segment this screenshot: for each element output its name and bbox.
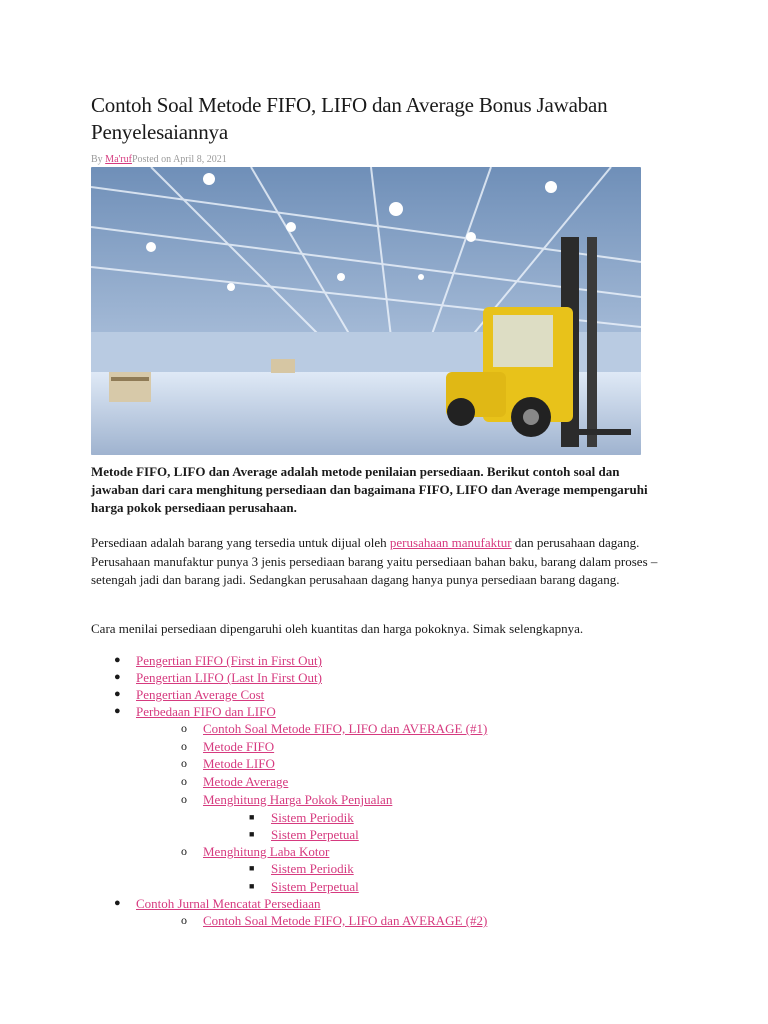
toc-item: [249, 809, 354, 827]
p1-text-before: Persediaan adalah barang yang tersedia untuk dijual oleh: [91, 535, 390, 550]
toc-link[interactable]: Pengertian FIFO (First in First Out): [136, 653, 322, 668]
bullet-icon: o: [181, 739, 187, 753]
intro-paragraph: Metode FIFO, LIFO dan Average adalah metode penilaian persediaan. Berikut contoh soal dan jawaban dari cara menghitung persediaan dan bagaimana FIFO, LIFO dan Average mempengaruhi harga pokok persediaan perusahaan.: [91, 464, 648, 515]
page-title: Contoh Soal Metode FIFO, LIFO dan Average Bonus Jawaban Penyelesaiannya: [91, 93, 608, 144]
toc-link[interactable]: Perbedaan FIFO dan LIFO: [136, 704, 276, 719]
toc-link[interactable]: Contoh Soal Metode FIFO, LIFO dan AVERAGE (#1): [203, 721, 488, 736]
bullet-icon: o: [181, 756, 187, 770]
toc-link[interactable]: Contoh Soal Metode FIFO, LIFO dan AVERAGE (#2): [203, 913, 488, 928]
toc-item: [181, 791, 393, 809]
bullet-icon: ●: [114, 688, 121, 700]
bullet-icon: ●: [114, 705, 121, 717]
toc-link[interactable]: Menghitung Harga Pokok Penjualan: [203, 792, 393, 807]
toc-item: [249, 878, 359, 896]
toc-link[interactable]: Menghitung Laba Kotor: [203, 844, 330, 859]
toc-item: [249, 826, 359, 844]
toc-item: [181, 912, 488, 930]
manufaktur-link[interactable]: perusahaan manufaktur: [389, 535, 512, 550]
byline: [91, 154, 227, 165]
toc-link[interactable]: Pengertian Average Cost: [136, 687, 265, 702]
toc-item: [181, 738, 275, 756]
hero-image: [91, 167, 641, 455]
toc-link[interactable]: Sistem Periodik: [271, 810, 354, 825]
bullet-icon: o: [181, 913, 187, 927]
toc-link[interactable]: Sistem Perpetual: [271, 827, 359, 842]
bullet-icon: ●: [114, 897, 121, 909]
bullet-icon: o: [181, 844, 187, 858]
bullet-icon: ■: [249, 863, 255, 873]
p1-text-after: dan perusahaan dagang. Perusahaan manufaktur punya 3 jenis persediaan barang yaitu persediaan bahan baku, barang dalam proses – setengah jadi dan barang jadi. Sedangkan perusahaan dagang hanya punya persediaan barang dagang.: [91, 535, 658, 587]
toc-item: [114, 703, 276, 721]
posted-date: Posted on April 8, 2021: [131, 154, 227, 165]
bullet-icon: o: [181, 774, 187, 788]
bullet-icon: o: [181, 792, 187, 806]
toc-item: [114, 652, 322, 670]
toc-item: [114, 669, 322, 687]
toc-link[interactable]: Metode Average: [203, 774, 289, 789]
toc-item: [181, 843, 330, 861]
toc-item: [181, 755, 275, 773]
toc-link[interactable]: Sistem Perpetual: [271, 879, 359, 894]
author-link[interactable]: Ma'ruf: [105, 154, 132, 165]
bullet-icon: o: [181, 721, 187, 735]
toc-item: [181, 720, 488, 738]
toc-item: [181, 773, 289, 791]
byline-prefix: By: [91, 154, 106, 165]
toc-link[interactable]: Metode LIFO: [203, 756, 275, 771]
toc-link[interactable]: Sistem Periodik: [271, 861, 354, 876]
paragraph-cara-menilai: Cara menilai persediaan dipengaruhi oleh kuantitas dan harga pokoknya. Simak selengkapnya.: [91, 621, 584, 636]
toc-item: [249, 860, 354, 878]
toc-link[interactable]: Metode FIFO: [203, 739, 275, 754]
toc-link[interactable]: Pengertian LIFO (Last In First Out): [136, 670, 322, 685]
paragraph-persediaan: [91, 534, 691, 590]
toc-link[interactable]: Contoh Jurnal Mencatat Persediaan: [136, 896, 321, 911]
bullet-icon: ■: [249, 812, 255, 822]
bullet-icon: ■: [249, 881, 255, 891]
toc-item: [114, 895, 321, 913]
toc-item: [114, 686, 265, 704]
bullet-icon: ●: [114, 654, 121, 666]
bullet-icon: ●: [114, 671, 121, 683]
warehouse-forklift-image: [91, 167, 641, 455]
bullet-icon: ■: [249, 829, 255, 839]
